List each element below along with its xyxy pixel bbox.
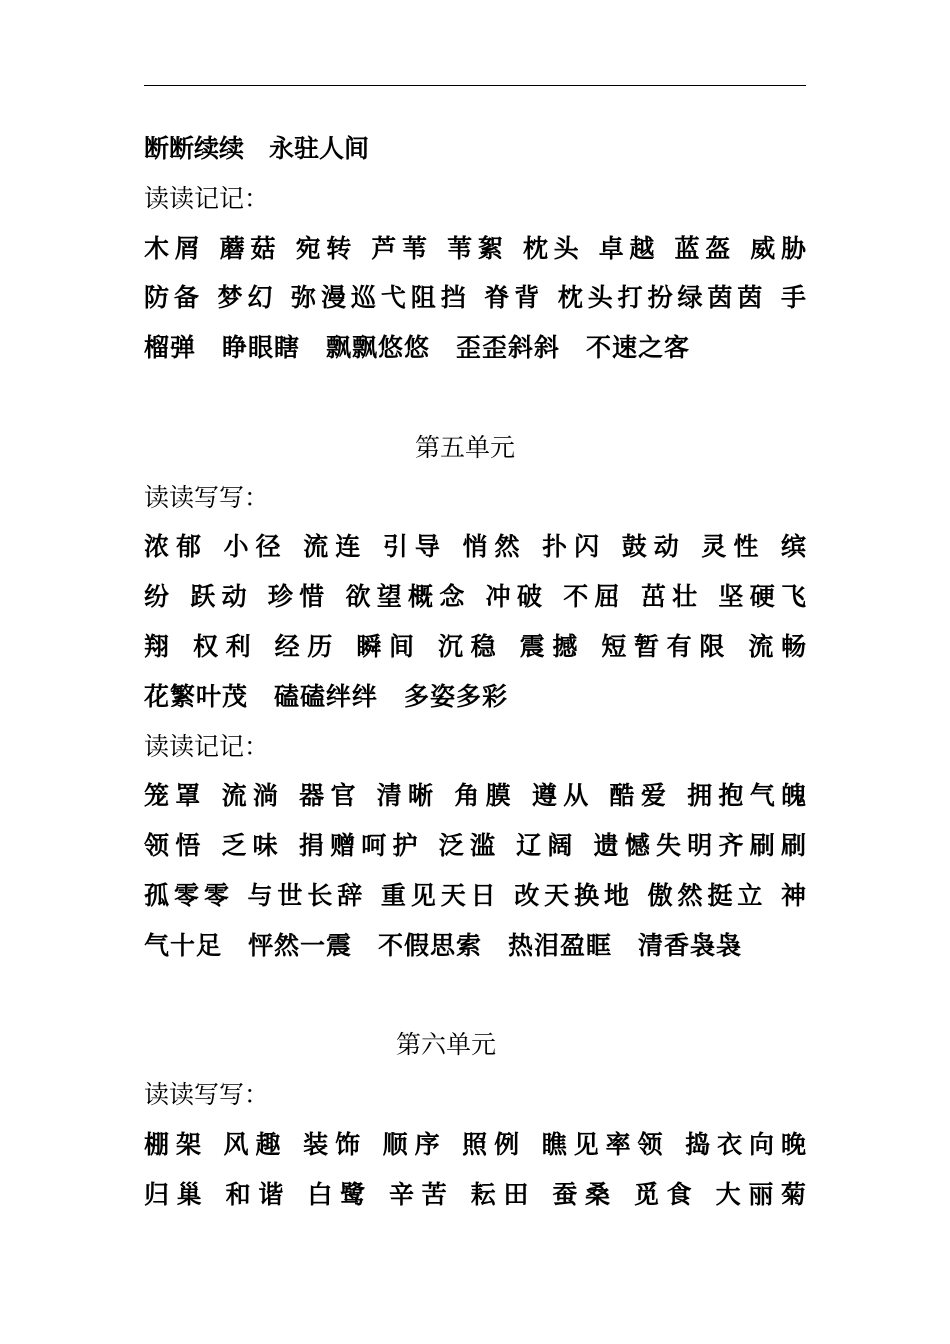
unit-heading: 第五单元 xyxy=(414,432,515,462)
section-label-write: 读读写写： xyxy=(144,1080,270,1110)
word-row: 气十足 怦然一震 不假思索 热泪盈眶 清香袅袅 xyxy=(144,930,743,960)
section-label-read: 读读记记： xyxy=(144,183,270,213)
section-label-read: 读读记记： xyxy=(144,731,270,761)
unit-heading: 第六单元 xyxy=(395,1030,496,1060)
document-page xyxy=(144,124,806,1220)
word-row: 纷 跃动 珍惜 欲望概念 冲破 不屈 茁壮 坚硬飞 xyxy=(144,582,806,612)
word-row: 笼罩 流淌 器官 清晰 角膜 遵从 酷爱 拥抱气魄 xyxy=(144,781,806,811)
text-line: 断断续续 永驻人间 xyxy=(144,134,370,163)
word-row: 翔 权利 经历 瞬间 沉稳 震撼 短暂有限 流畅 xyxy=(144,631,806,661)
word-row: 领悟 乏味 捐赠呵护 泛滥 辽阔 遗憾失明齐刷刷 xyxy=(144,831,806,861)
spacer xyxy=(144,373,806,423)
header-rule xyxy=(144,85,806,86)
spacer xyxy=(144,971,806,1021)
word-row: 防备 梦幻 弥漫巡弋阻挡 脊背 枕头打扮绿茵茵 手 xyxy=(144,283,806,313)
section-label-write: 读读写写： xyxy=(144,482,270,512)
word-row: 木屑 蘑菇 宛转 芦苇 苇絮 枕头 卓越 蓝盔 威胁 xyxy=(144,233,806,263)
word-row: 花繁叶茂 磕磕绊绊 多姿多彩 xyxy=(144,681,509,711)
word-row: 孤零零 与世长辞 重见天日 改天换地 傲然挺立 神 xyxy=(144,880,806,910)
word-row: 浓郁 小径 流连 引导 悄然 扑闪 鼓动 灵性 缤 xyxy=(144,532,806,562)
word-row: 榴弹 睁眼瞎 飘飘悠悠 歪歪斜斜 不速之客 xyxy=(144,333,691,363)
word-row: 棚架 风趣 装饰 顺序 照例 瞧见率领 捣衣向晚 xyxy=(144,1129,806,1159)
word-row: 归巢 和谐 白鹭 辛苦 耘田 蚕桑 觅食 大丽菊 xyxy=(144,1179,806,1209)
